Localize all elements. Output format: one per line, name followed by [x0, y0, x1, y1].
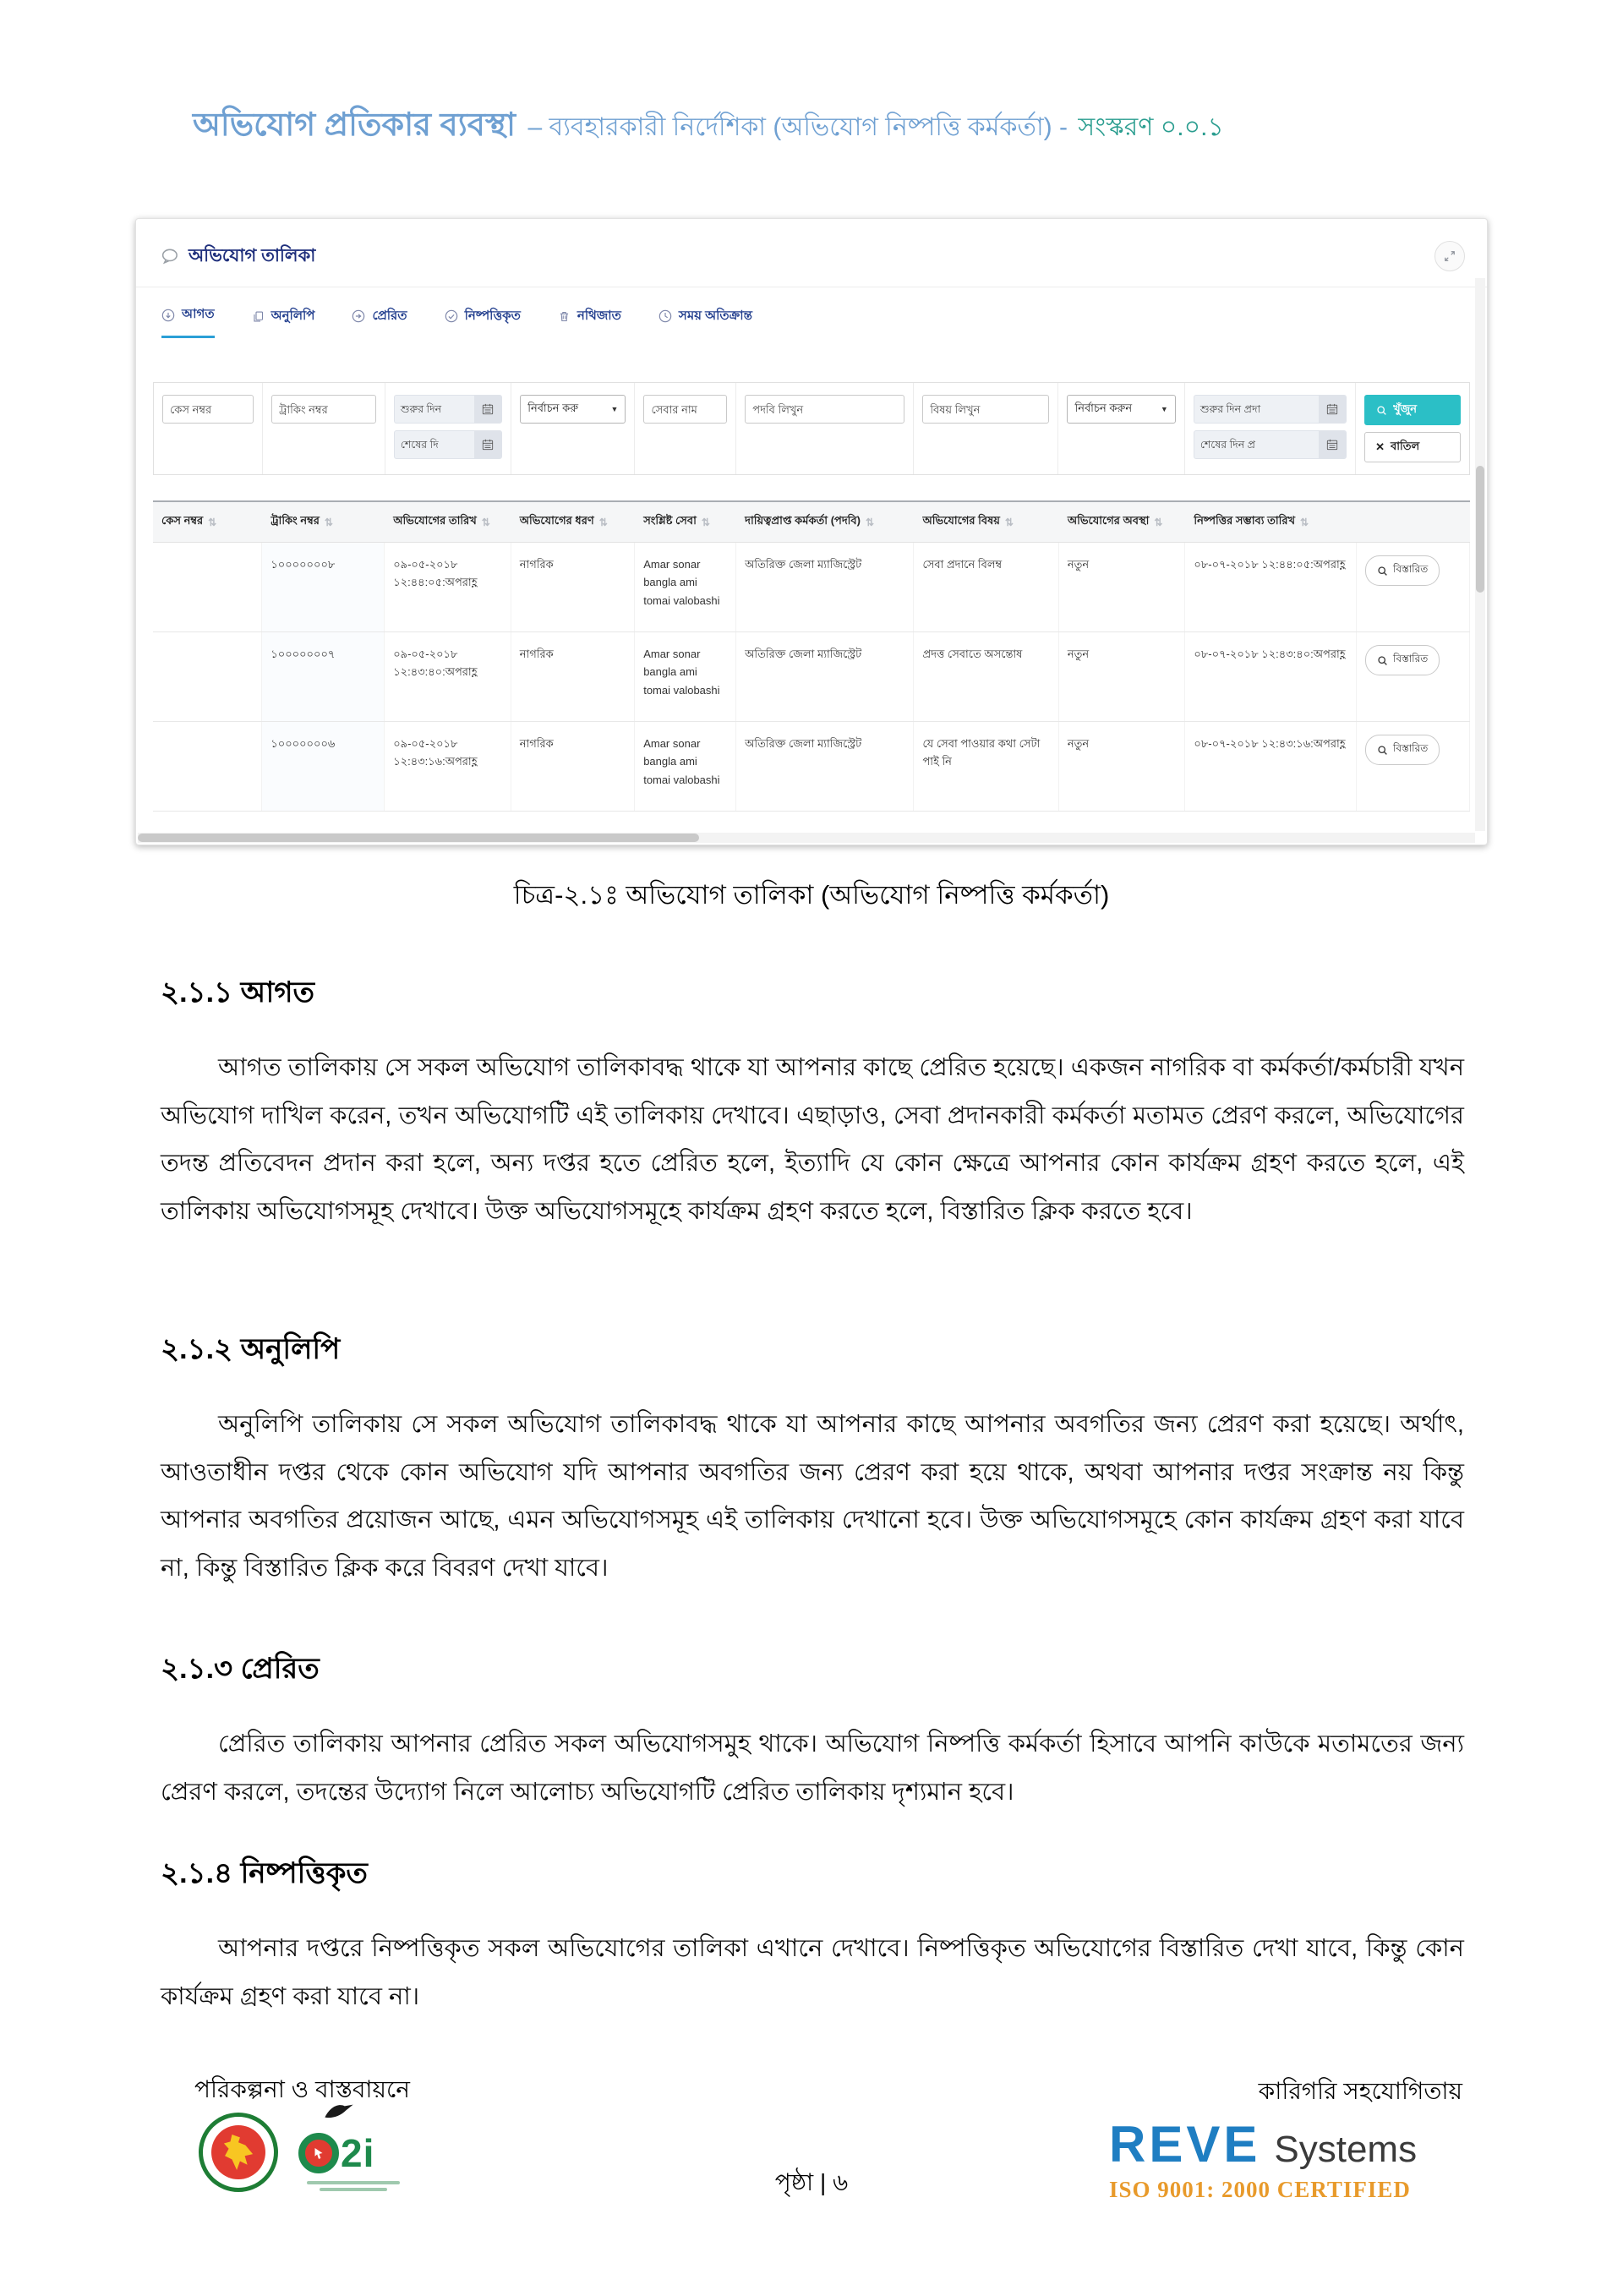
vertical-scrollbar[interactable]: [1475, 278, 1485, 831]
search-icon: [1377, 655, 1388, 666]
status-select[interactable]: [1067, 395, 1175, 424]
chevron-down-icon: ▼: [610, 405, 619, 413]
panel-header: [136, 219, 1487, 287]
col-header-resolve-date[interactable]: [1185, 502, 1357, 542]
designation-input[interactable]: [745, 395, 904, 424]
search-button-label: খুঁজুন: [1393, 402, 1418, 415]
select-value: নির্বাচন করু: [527, 401, 579, 414]
search-icon: [1377, 566, 1388, 577]
bird-icon: [322, 2103, 356, 2120]
cell-subject: যে সেবা পাওয়ার কথা সেটা পাই নি: [914, 722, 1058, 811]
sort-icon[interactable]: ⇅: [1300, 516, 1309, 528]
tab-bar: [136, 287, 1487, 338]
details-button[interactable]: [1365, 555, 1440, 586]
cell-resolve-date: ০৮-০৭-২০১৮ ১২:৪৪:০৫:অপরাহ্ণ: [1185, 543, 1357, 631]
reve-name: REVE: [1109, 2116, 1261, 2173]
col-header-label: অভিযোগের তারিখ: [393, 514, 477, 527]
col-header-label: সংশ্লিষ্ট সেবা: [643, 514, 697, 527]
section-paragraph: আগত তালিকায় সে সকল অভিযোগ তালিকাবদ্ধ থাকে যা আপনার কাছে প্রেরিত হয়েছে। একজন নাগরিক বা কর্মকর্তা/কর্মচারী যখন অভিযোগ দাখিল করেন, তখন অভিযোগটি এই তালিকায় দেখাবে। এছাড়াও, সেবা প্রদানকারী কর্মকর্তা মতামত প্রেরণ করলে, অভিযোগের তদন্ত প্রতিবেদন প্রদান করা হলে, অন্য দপ্তর হতে প্রেরিত হলে, ইত্যাদি যে কোন ক্ষেত্রে আপনার কোন কার্যক্রম গ্রহণ করতে হলে, এই তালিকায় অভিযোগসমূহ দেখাবে। উক্ত অভিযোগসমূহে কার্যক্রম গ্রহণ করতে হলে, বিস্তারিত ক্লিক করতে হবে।: [161, 1054, 1464, 1225]
col-header-subject[interactable]: [914, 502, 1058, 542]
tab-copy[interactable]: [252, 304, 315, 338]
sort-icon[interactable]: ⇅: [598, 516, 608, 528]
planning-label: পরিকল্পনা ও বাস্তবায়নে: [194, 2076, 410, 2102]
cell-case-no: [153, 722, 262, 811]
section-heading: ২.১.৪ নিষ্পত্তিকৃত: [161, 1857, 368, 1889]
complaint-type-select[interactable]: [520, 395, 626, 424]
cell-case-no: [153, 543, 262, 631]
filter-tracking-no: [263, 383, 385, 474]
tab-label: সময় অতিক্রান্ত: [678, 308, 752, 323]
col-header-label: নিষ্পত্তির সম্ভাব্য তারিখ: [1194, 514, 1296, 527]
tab-label: অনুলিপি: [270, 308, 315, 323]
cell-actions: [1357, 632, 1470, 721]
section-paragraph: আপনার দপ্তরে নিষ্পত্তিকৃত সকল অভিযোগের তালিকা এখানে দেখাবে। নিষ্পত্তিকৃত অভিযোগের বিস্তারিত দেখা যাবে, কিন্তু কোন কার্যক্রম গ্রহণ করা যাবে না।: [161, 1935, 1464, 2010]
resolve-end-date-placeholder: শেষের দিন প্র: [1199, 439, 1255, 451]
document-header: [193, 100, 1224, 154]
col-header-label: অভিযোগের বিষয়: [922, 514, 1000, 527]
subject-input[interactable]: [922, 395, 1049, 424]
details-button-label: বিস্তারিত: [1392, 653, 1429, 664]
calendar-icon[interactable]: [474, 396, 501, 423]
complaint-list-panel: [135, 218, 1488, 845]
details-button[interactable]: [1365, 735, 1440, 765]
cell-officer: অতিরিক্ত জেলা ম্যাজিস্ট্রেট: [736, 543, 914, 631]
table-header-row: [153, 500, 1470, 543]
figure-caption: চিত্র-২.১ঃ অভিযোগ তালিকা (অভিযোগ নিষ্পত্তি কর্মকর্তা): [513, 880, 1110, 910]
filter-actions: [1356, 383, 1469, 474]
filter-bar: [153, 382, 1470, 475]
cell-actions: [1357, 543, 1470, 631]
end-date-field[interactable]: [394, 430, 502, 459]
cell-officer: অতিরিক্ত জেলা ম্যাজিস্ট্রেট: [736, 722, 914, 811]
section-incoming: [161, 970, 1464, 1235]
horizontal-scrollbar-thumb[interactable]: [138, 834, 699, 842]
expand-button[interactable]: [1434, 241, 1465, 271]
section-resolved: [161, 1851, 1464, 2020]
calendar-icon[interactable]: [1319, 431, 1346, 458]
trash-icon: [558, 310, 571, 323]
complaint-table: [153, 500, 1470, 812]
cell-tracking-no: ১০০০০০০০৭: [262, 632, 385, 721]
section-paragraph: অনুলিপি তালিকায় সে সকল অভিযোগ তালিকাবদ্ধ থাকে যা আপনার কাছে আপনার অবগতির জন্য প্রেরণ করা হয়েছে। অর্থাৎ, আওতাধীন দপ্তর থেকে কোন অভিযোগ যদি আপনার অবগতির জন্য প্রেরণ করা হয়ে থাকে, অথবা আপনার দপ্তর সংক্রান্ত নয় কিন্তু আপনার অবগতির প্রয়োজন আছে, এমন অভিযোগসমূহ এই তালিকায় দেখানো হবে। উক্ত অভিযোগসমূহে কোন কার্যক্রম গ্রহণ করা যাবে না, কিন্তু বিস্তারিত ক্লিক করে বিবরণ দেখা যাবে।: [161, 1411, 1464, 1582]
technical-support-label: কারিগরি সহযোগিতায়: [1258, 2078, 1462, 2104]
resolve-start-date-placeholder: শুরুর দিন প্রদা: [1199, 403, 1261, 415]
clock-icon: [658, 309, 672, 323]
section-paragraph: প্রেরিত তালিকায় আপনার প্রেরিত সকল অভিযোগসমুহ থাকে। অভিযোগ নিষ্পত্তি কর্মকর্তা হিসাবে আপনি কাউকে মতামতের জন্য প্রেরণ করলে, তদন্তের উদ্যোগ নিলে আলোচ্য অভিযোগটি প্রেরিত তালিকায় দৃশ্যমান হবে।: [161, 1730, 1464, 1806]
copy-icon: [252, 310, 265, 323]
col-header-actions: [1357, 502, 1470, 542]
document-version: সংস্করণ ০.০.১: [1078, 113, 1224, 141]
diagonal-arrows-icon: [1444, 250, 1456, 262]
cell-complaint-date: ০৯-০৫-২০১৮ ১২:৪৩:১৬:অপরাহ্ণ: [385, 722, 511, 811]
filter-case-no: [154, 383, 263, 474]
close-icon: ✕: [1375, 440, 1385, 453]
cell-status: নতুন: [1059, 632, 1186, 721]
col-header-label: দায়িত্বপ্রাপ্ত কর্মকর্তা (পদবি): [745, 514, 861, 527]
col-header-complaint-type[interactable]: [511, 502, 635, 542]
tab-label: নথিজাত: [577, 308, 621, 323]
cell-complaint-date: ০৯-০৫-২০১৮ ১২:৪৪:০৫:অপরাহ্ণ: [385, 543, 511, 631]
calendar-icon[interactable]: [474, 431, 501, 458]
cell-service: Amar sonar bangla ami tomai valobashi: [635, 543, 736, 631]
reve-suffix: Systems: [1274, 2129, 1418, 2170]
calendar-icon[interactable]: [1319, 396, 1346, 423]
col-header-complaint-date[interactable]: [385, 502, 511, 542]
sort-icon[interactable]: ⇅: [1154, 516, 1163, 528]
panel-title: অভিযোগ তালিকা: [189, 245, 316, 265]
cell-subject: সেবা প্রদানে বিলম্ব: [914, 543, 1058, 631]
tab-label: প্রেরিত: [372, 308, 407, 323]
section-heading: ২.১.৩ প্রেরিত: [161, 1653, 320, 1685]
check-circle-icon: [445, 309, 458, 323]
col-header-status[interactable]: [1059, 502, 1186, 542]
filter-complaint-type: [511, 383, 635, 474]
tab-resolved[interactable]: [445, 304, 521, 338]
chat-bubble-icon: [161, 248, 180, 265]
sort-icon[interactable]: ⇅: [324, 516, 333, 528]
search-icon: [1376, 405, 1387, 416]
tab-archived[interactable]: [558, 304, 621, 338]
resolve-start-date-field[interactable]: [1194, 395, 1347, 424]
cell-complaint-date: ০৯-০৫-২০১৮ ১২:৪৩:৪০:অপরাহ্ণ: [385, 632, 511, 721]
case-no-input[interactable]: [162, 395, 254, 424]
end-date-placeholder: শেষের দি: [400, 439, 439, 451]
cancel-button-label: বাতিল: [1391, 439, 1420, 452]
cell-complaint-type: নাগরিক: [511, 632, 635, 721]
cell-resolve-date: ০৮-০৭-২০১৮ ১২:৪৩:৪০:অপরাহ্ণ: [1185, 632, 1357, 721]
filter-status: [1058, 383, 1184, 474]
col-header-label: অভিযোগের ধরণ: [519, 514, 594, 527]
reve-iso-certification: ISO 9001: 2000 CERTIFIED: [1109, 2177, 1411, 2202]
arrow-down-circle-icon: [161, 309, 175, 322]
start-date-field[interactable]: [394, 395, 502, 424]
filter-date-range: [385, 383, 511, 474]
vertical-scrollbar-thumb[interactable]: [1476, 466, 1484, 593]
col-header-service[interactable]: [635, 502, 736, 542]
sort-icon[interactable]: ⇅: [701, 516, 710, 528]
chevron-down-icon: ▼: [1160, 405, 1168, 413]
a2i-text: 2i: [341, 2131, 375, 2175]
cancel-button[interactable]: [1364, 432, 1461, 462]
details-button-label: বিস্তারিত: [1392, 563, 1429, 575]
table-row: [153, 722, 1470, 812]
cell-officer: অতিরিক্ত জেলা ম্যাজিস্ট্রেট: [736, 632, 914, 721]
filter-subject: [914, 383, 1058, 474]
section-copy: [161, 1327, 1464, 1592]
horizontal-scrollbar[interactable]: [138, 833, 1475, 843]
filter-resolve-date-range: [1185, 383, 1356, 474]
search-button[interactable]: [1364, 395, 1461, 425]
col-header-officer[interactable]: [736, 502, 914, 542]
filter-designation: [736, 383, 914, 474]
tracking-no-input[interactable]: [271, 395, 376, 424]
cell-tracking-no: ১০০০০০০০৬: [262, 722, 385, 811]
page-number: পৃষ্ঠা | ৬: [774, 2169, 849, 2195]
cell-subject: প্রদত্ত সেবাতে অসন্তোষ: [914, 632, 1058, 721]
cell-status: নতুন: [1059, 543, 1186, 631]
document-title: অভিযোগ প্রতিকার ব্যবস্থা: [193, 107, 516, 143]
section-heading: ২.১.২ অনুলিপি: [161, 1333, 341, 1365]
col-header-label: ট্রাকিং নম্বর: [270, 514, 320, 527]
details-button[interactable]: [1365, 645, 1440, 675]
cell-status: নতুন: [1059, 722, 1186, 811]
cell-complaint-type: নাগরিক: [511, 543, 635, 631]
service-name-input[interactable]: [643, 395, 727, 424]
arrow-right-circle-icon: [352, 309, 365, 323]
section-sent: [161, 1647, 1464, 1816]
table-row: [153, 632, 1470, 722]
col-header-case-no[interactable]: [153, 502, 262, 542]
cell-resolve-date: ০৮-০৭-২০১৮ ১২:৪৩:১৬:অপরাহ্ণ: [1185, 722, 1357, 811]
col-header-label: অভিযোগের অবস্থা: [1067, 514, 1150, 527]
sort-icon[interactable]: ⇅: [865, 516, 875, 528]
tab-overdue[interactable]: [658, 304, 752, 338]
section-heading: ২.১.১ আগত: [161, 976, 315, 1009]
tab-sent[interactable]: [352, 304, 407, 338]
cell-case-no: [153, 632, 262, 721]
document-subtitle: – ব্যবহারকারী নির্দেশিকা (অভিযোগ নিষ্পত্তি কর্মকর্তা) -: [527, 113, 1068, 141]
cell-service: Amar sonar bangla ami tomai valobashi: [635, 632, 736, 721]
select-value: নির্বাচন করুন: [1074, 401, 1133, 414]
sort-icon[interactable]: ⇅: [481, 516, 490, 528]
tab-label: আগত: [182, 307, 215, 321]
resolve-end-date-field[interactable]: [1194, 430, 1347, 459]
cell-actions: [1357, 722, 1470, 811]
start-date-placeholder: শুরুর দিন: [400, 403, 442, 415]
details-button-label: বিস্তারিত: [1392, 742, 1429, 754]
filter-service: [635, 383, 736, 474]
table-row: [153, 543, 1470, 632]
tab-incoming[interactable]: [161, 304, 215, 338]
col-header-tracking-no[interactable]: [262, 502, 385, 542]
col-header-label: কেস নম্বর: [161, 514, 204, 527]
search-icon: [1377, 745, 1388, 756]
sort-icon[interactable]: ⇅: [208, 516, 217, 528]
sort-icon[interactable]: ⇅: [1004, 516, 1014, 528]
cell-complaint-type: নাগরিক: [511, 722, 635, 811]
cell-service: Amar sonar bangla ami tomai valobashi: [635, 722, 736, 811]
cell-tracking-no: ১০০০০০০০৮: [262, 543, 385, 631]
tab-label: নিষ্পত্তিকৃত: [464, 308, 521, 323]
